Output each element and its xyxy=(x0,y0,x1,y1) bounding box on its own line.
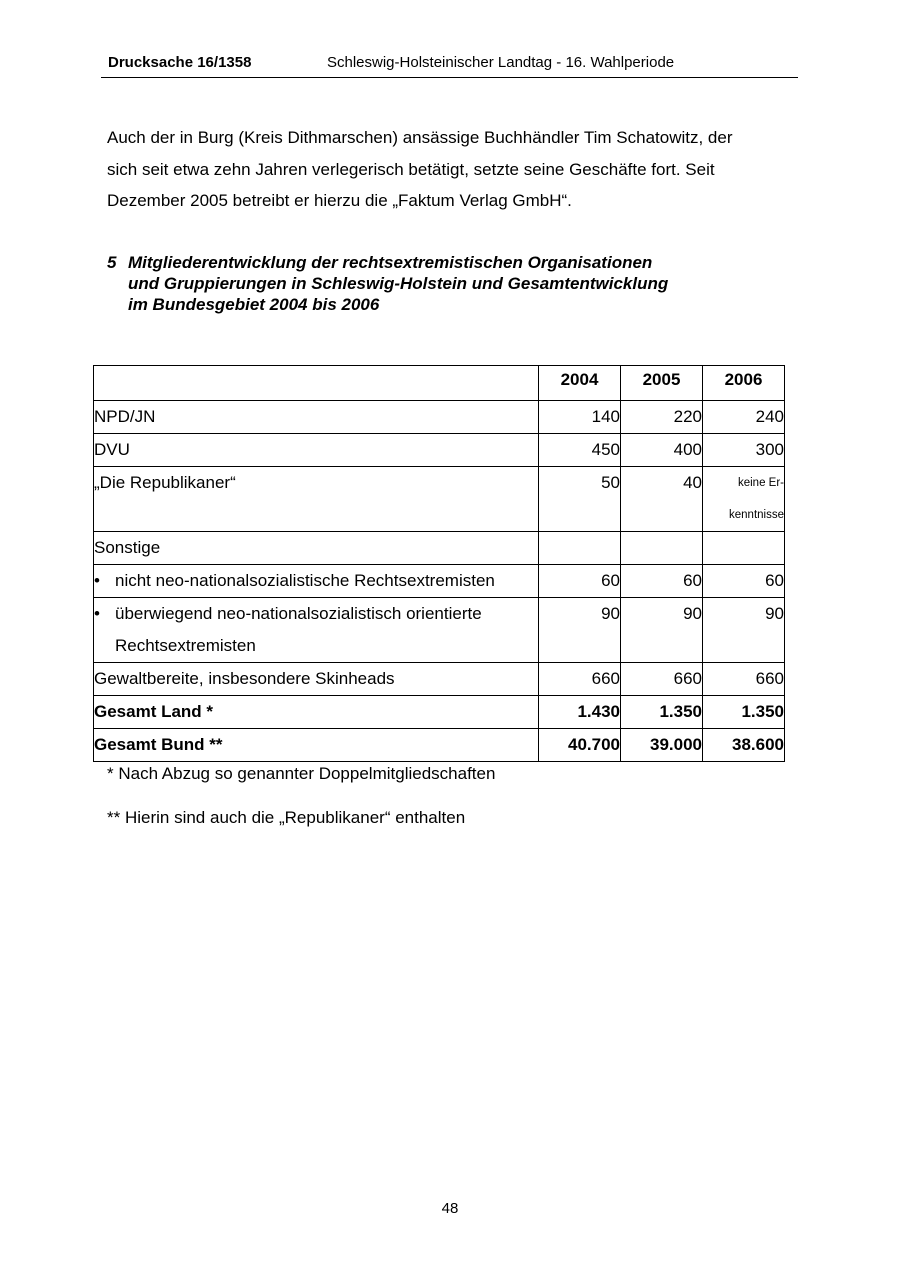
header-title: Schleswig-Holsteinischer Landtag - 16. Wahlperiode xyxy=(327,54,675,71)
value-cell: 450 xyxy=(539,434,621,467)
value-cell: 60 xyxy=(539,565,621,598)
value-cell: 1.350 xyxy=(621,696,703,729)
table-row xyxy=(94,565,785,598)
row-label: NPD/JN xyxy=(94,401,539,434)
row-label-text xyxy=(115,598,482,662)
value-cell: 60 xyxy=(621,565,703,598)
value-cell: 40.700 xyxy=(539,729,621,762)
footnote: ** Hierin sind auch die „Republikaner“ enthalten xyxy=(107,808,466,827)
page-header xyxy=(101,50,798,78)
membership-table xyxy=(93,365,785,762)
value-cell: 220 xyxy=(621,401,703,434)
section-title-line: und Gruppierungen in Schleswig-Holstein und Gesamtentwicklung xyxy=(128,274,669,293)
page-number: 48 xyxy=(441,1200,459,1217)
table-row xyxy=(94,663,785,696)
value-cell: 38.600 xyxy=(703,729,785,762)
intro-paragraph xyxy=(107,122,797,217)
value-cell: 90 xyxy=(539,598,621,663)
empty-header-cell xyxy=(94,366,539,401)
table-row xyxy=(94,401,785,434)
note-line: kenntnisse xyxy=(729,509,784,521)
value-cell: 1.430 xyxy=(539,696,621,729)
bullet: • xyxy=(94,571,100,590)
no-data-note xyxy=(703,467,785,532)
row-label: „Die Republikaner“ xyxy=(94,467,539,532)
row-label: Gewaltbereite, insbesondere Skinheads xyxy=(94,663,539,696)
row-label: Sonstige xyxy=(94,532,539,565)
value-cell: 50 xyxy=(539,467,621,532)
total-row-land xyxy=(94,696,785,729)
value-cell: 660 xyxy=(539,663,621,696)
doc-number: Drucksache 16/1358 xyxy=(108,54,252,71)
table-row xyxy=(94,532,785,565)
value-cell: 240 xyxy=(703,401,785,434)
value-cell xyxy=(621,532,703,565)
intro-line: Dezember 2005 betreibt er hierzu die „Faktum Verlag GmbH“. xyxy=(107,191,572,210)
row-label: Gesamt Land * xyxy=(94,696,539,729)
year-header: 2005 xyxy=(621,366,703,401)
value-cell: 660 xyxy=(703,663,785,696)
label-line: Rechtsextremisten xyxy=(115,636,256,655)
section-title-line: im Bundesgebiet 2004 bis 2006 xyxy=(128,295,380,314)
row-label-text: nicht neo-nationalsozialistische Rechtsextremisten xyxy=(115,571,495,590)
footnote: * Nach Abzug so genannter Doppelmitgliedschaften xyxy=(107,764,496,783)
table-row xyxy=(94,434,785,467)
total-row-bund xyxy=(94,729,785,762)
value-cell: 39.000 xyxy=(621,729,703,762)
value-cell xyxy=(539,532,621,565)
row-label: DVU xyxy=(94,434,539,467)
value-cell: 40 xyxy=(621,467,703,532)
table-row xyxy=(94,598,785,663)
value-cell: 400 xyxy=(621,434,703,467)
section-title xyxy=(128,252,768,315)
value-cell: 660 xyxy=(621,663,703,696)
intro-line: sich seit etwa zehn Jahren verlegerisch betätigt, setzte seine Geschäfte fort. Seit xyxy=(107,159,715,179)
value-cell: 60 xyxy=(703,565,785,598)
bullet: • xyxy=(94,604,100,623)
value-cell: 1.350 xyxy=(703,696,785,729)
value-cell xyxy=(703,532,785,565)
year-header: 2004 xyxy=(539,366,621,401)
value-cell: 300 xyxy=(703,434,785,467)
label-line: überwiegend neo-nationalsozialistisch orientierte xyxy=(115,604,482,623)
row-label xyxy=(94,598,539,663)
note-line: keine Er- xyxy=(737,477,784,489)
value-cell: 90 xyxy=(621,598,703,663)
value-cell: 140 xyxy=(539,401,621,434)
table-header-row xyxy=(94,366,785,401)
row-label xyxy=(94,565,539,598)
row-label: Gesamt Bund ** xyxy=(94,729,539,762)
intro-line: Auch der in Burg (Kreis Dithmarschen) ansässige Buchhändler Tim Schatowitz, der xyxy=(107,128,733,147)
value-cell: 90 xyxy=(703,598,785,663)
section-number: 5 xyxy=(107,253,117,272)
section-title-line: Mitgliederentwicklung der rechtsextremistischen Organisationen xyxy=(128,253,653,272)
year-header: 2006 xyxy=(703,366,785,401)
table-row xyxy=(94,467,785,532)
